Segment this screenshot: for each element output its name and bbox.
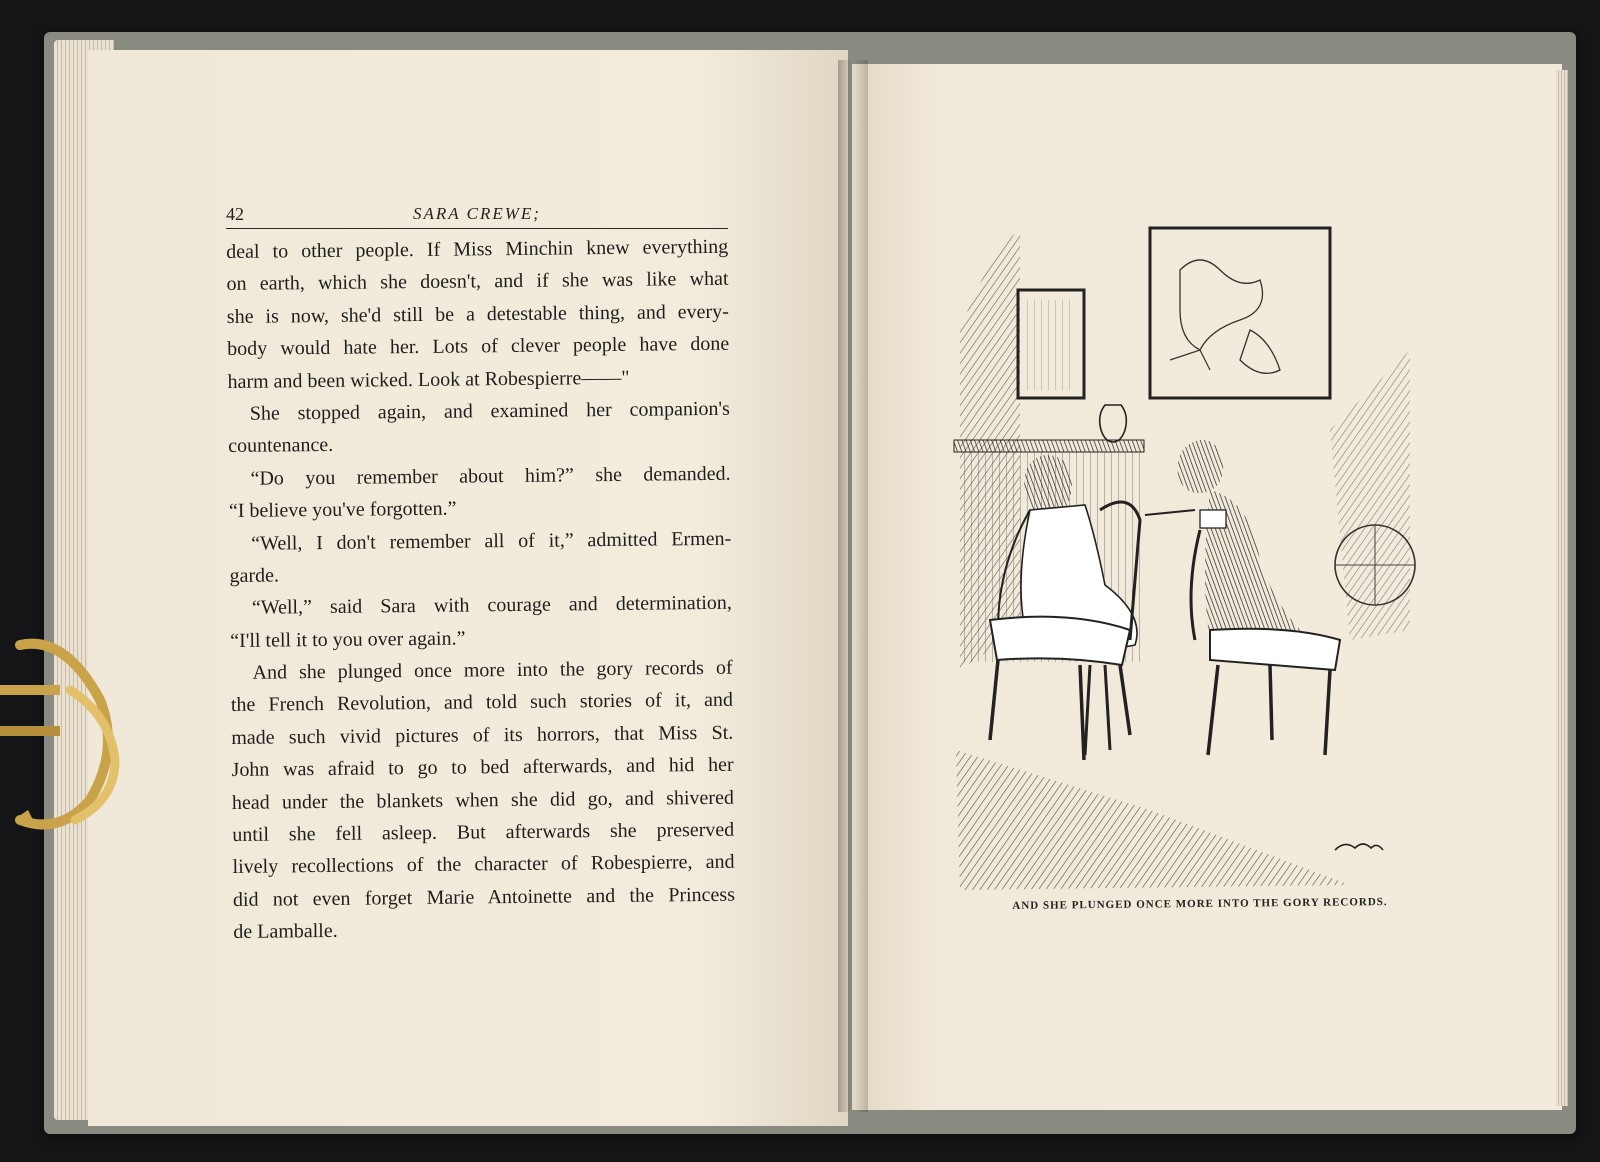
text-line: did not even forget Marie Antoinette and the Princess xyxy=(232,883,736,911)
running-head xyxy=(226,200,728,229)
right-page-edges xyxy=(1556,70,1568,1106)
text-line: lively recollections of the character of Robespierre, and xyxy=(232,851,735,879)
text-line: “Do you remember about him?” she demanded. xyxy=(250,462,731,490)
text-line: until she fell asleep. But afterwards she preserved xyxy=(232,818,735,846)
text-line: countenance. xyxy=(228,434,334,458)
text-line: And she plunged once more into the gory records of xyxy=(252,656,733,684)
page-number: 42 xyxy=(226,204,244,224)
text-line: “Well,” said Sara with courage and determination, xyxy=(251,592,732,620)
text-line: head under the blankets when she did go, and shivered xyxy=(231,786,735,814)
illustration-caption: AND SHE PLUNGED ONCE MORE INTO THE GORY RECORDS. xyxy=(1012,896,1388,912)
text-line: garde. xyxy=(229,564,280,587)
text-line: deal to other people. If Miss Minchin knew everything xyxy=(226,235,729,263)
running-title: SARA CREWE; xyxy=(413,204,541,223)
text-line: she is now, she'd still be a detestable thing, and every- xyxy=(226,300,729,328)
brass-anchor-bookmark xyxy=(0,630,140,830)
text-line: “Well, I don't remember all of it,” admitted Ermen- xyxy=(251,527,732,555)
text-line: on earth, which she doesn't, and if she was like what xyxy=(226,268,729,296)
text-line: harm and been wicked. Look at Robespierre——" xyxy=(227,366,630,393)
vase xyxy=(1100,405,1127,442)
text-line: She stopped again, and examined her companion's xyxy=(249,397,730,425)
wall-map xyxy=(1150,228,1330,398)
mantel xyxy=(954,440,1144,452)
text-line: “I believe you've forgotten.” xyxy=(228,497,457,523)
wall-shading-right xyxy=(1330,350,1410,640)
globe xyxy=(1335,525,1415,605)
text-line: made such vivid pictures of its horrors, that Miss St. xyxy=(231,721,734,749)
right-girl xyxy=(1145,440,1320,653)
framed-picture xyxy=(1018,290,1084,398)
text-line: “I'll tell it to you over again.” xyxy=(230,627,466,652)
artist-signature xyxy=(1335,844,1383,850)
body-text xyxy=(226,231,735,949)
text-line: de Lamballe. xyxy=(233,920,338,944)
text-line: John was afraid to go to bed afterwards, and hid her xyxy=(231,753,734,782)
text-line: the French Revolution, and told such stories of it, and xyxy=(230,689,734,717)
floor-shadow xyxy=(956,750,1350,890)
text-line: body would hate her. Lots of clever people have done xyxy=(227,332,730,361)
illustration-two-girls xyxy=(950,210,1420,900)
book-gutter xyxy=(838,60,868,1112)
